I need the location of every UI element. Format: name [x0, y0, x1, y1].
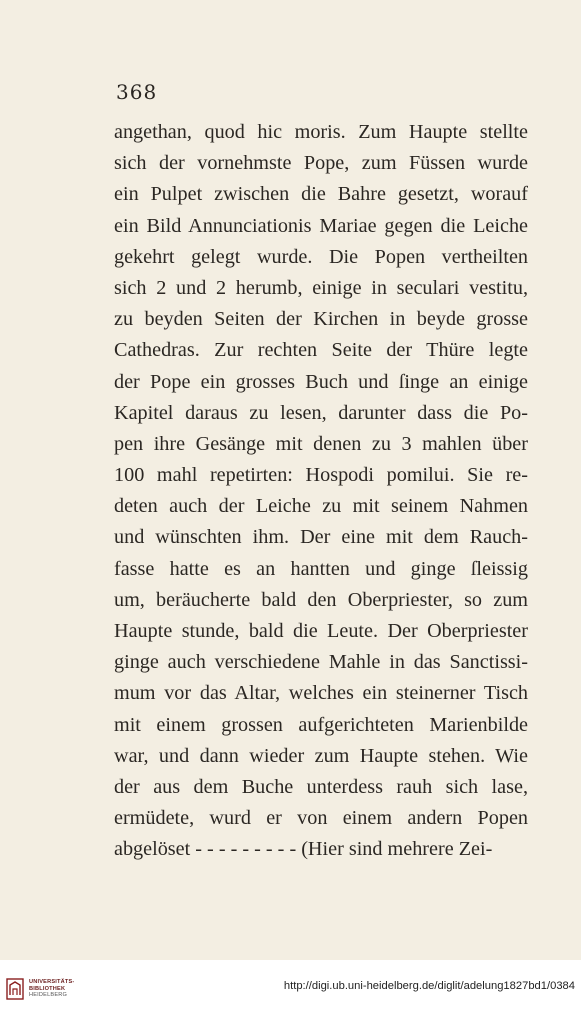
library-name-line2: BIBLIOTHEK	[29, 985, 66, 992]
library-name-line1: UNIVERSITÄTS-	[29, 979, 75, 986]
text-line: sich der vornehmste Pope, zum Füssen wurde	[114, 152, 528, 175]
text-line: gekehrt gelegt wurde. Die Popen vertheilten	[114, 245, 528, 268]
text-line: Kapitel daraus zu lesen, darunter dass die Po-	[114, 401, 528, 424]
text-line: ein Pulpet zwischen die Bahre gesetzt, worauf	[114, 183, 528, 206]
text-line: Haupte stunde, bald die Leute. Der Oberpriester	[114, 620, 528, 642]
text-line: fasse hatte es an hantten und ginge ſleissig	[114, 557, 528, 580]
text-line: pen ihre Gesänge mit denen zu 3 mahlen über	[114, 432, 528, 455]
text-line: sich 2 und 2 herumb, einige in seculari vestitu,	[114, 276, 528, 299]
text-line: Cathedras. Zur rechten Seite der Thüre legte	[114, 339, 528, 362]
text-line: war, und dann wieder zum Haupte stehen. Wie	[114, 744, 528, 767]
library-name-line3: HEIDELBERG	[29, 992, 68, 999]
permalink-url[interactable]: http://digi.ub.uni-heidelberg.de/diglit/adelung1827bd1/0384	[283, 980, 575, 992]
library-name	[29, 979, 75, 998]
text-line: ginge auch verschiedene Mahle in das Sanctissi-	[114, 651, 528, 674]
text-line: abgelöset - - - - - - - - - (Hier sind mehrere Zei-	[114, 838, 493, 861]
library-logo[interactable]	[6, 978, 75, 1000]
text-line: mit einem grossen aufgerichteten Marienbilde	[114, 713, 528, 736]
text-line: 100 mahl repetirten: Hospodi pomilui. Sie re-	[114, 464, 528, 487]
text-line: zu beyden Seiten der Kirchen in beyde grosse	[114, 308, 528, 331]
text-line: mum vor das Altar, welches ein steinerner Tisch	[114, 682, 528, 705]
text-line: angethan, quod hic moris. Zum Haupte stellte	[114, 121, 528, 143]
text-line: um, beräucherte bald den Oberpriester, so zum	[114, 588, 528, 611]
page-number: 368	[116, 80, 158, 104]
text-line: deten auch der Leiche zu mit seinem Nahmen	[114, 495, 528, 518]
text-line: ermüdete, wurd er von einem andern Popen	[114, 807, 528, 830]
text-line: ein Bild Annunciationis Mariae gegen die Leiche	[114, 214, 528, 237]
text-line: der Pope ein grosses Buch und ſinge an einige	[114, 370, 528, 393]
library-seal-icon	[6, 978, 24, 1000]
text-line: der aus dem Buche unterdess rauh sich lase,	[114, 775, 528, 798]
text-line: und wünschten ihm. Der eine mit dem Rauch-	[114, 526, 528, 549]
page-text	[114, 117, 528, 866]
